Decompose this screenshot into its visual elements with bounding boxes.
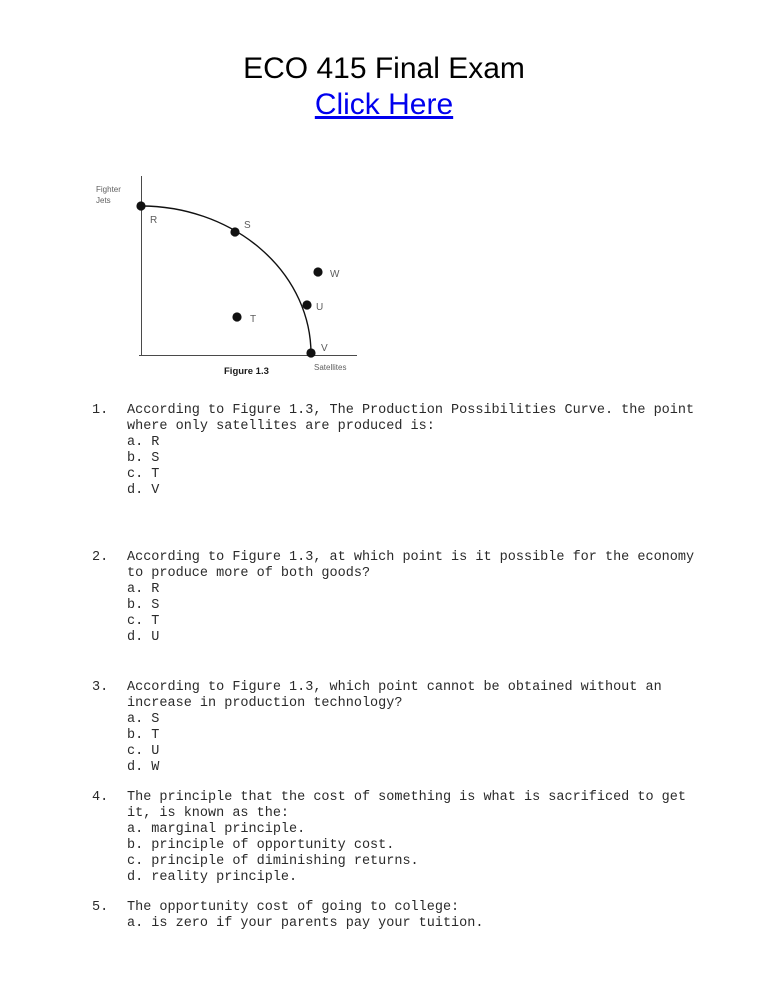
- answer-option: d. W: [127, 760, 160, 775]
- point-dot-T: [232, 312, 241, 321]
- answer-option: d. V: [127, 483, 160, 498]
- answer-option: d. reality principle.: [127, 870, 298, 885]
- answer-option: c. U: [127, 744, 160, 759]
- x-axis-label: Satellites: [314, 363, 347, 372]
- question-1: [92, 403, 694, 499]
- question-number: 4.: [92, 790, 109, 805]
- point-dot-S: [230, 227, 239, 236]
- click-here-link[interactable]: Click Here: [314, 88, 454, 121]
- point-label-V: V: [321, 343, 328, 354]
- question-3: [92, 680, 662, 776]
- question-text-line: to produce more of both goods?: [127, 566, 371, 581]
- answer-option: a. S: [127, 712, 160, 727]
- point-label-S: S: [244, 220, 251, 231]
- point-label-T: T: [250, 314, 257, 325]
- question-4: [92, 790, 686, 886]
- question-text-line: According to Figure 1.3, which point cannot be obtained without an: [127, 680, 662, 695]
- point-label-U: U: [316, 302, 324, 313]
- page-header: [0, 50, 768, 123]
- page-title: ECO 415 Final Exam: [243, 52, 525, 85]
- answer-option: a. is zero if your parents pay your tuition.: [127, 916, 484, 931]
- ppc-figure: [85, 172, 370, 384]
- question-text-line: it, is known as the:: [127, 806, 290, 821]
- y-axis-label-line2: Jets: [96, 196, 111, 205]
- answer-option: b. T: [127, 728, 160, 743]
- answer-option: a. R: [127, 435, 160, 450]
- answer-option: d. U: [127, 630, 160, 645]
- question-5: [92, 900, 483, 932]
- question-text-line: where only satellites are produced is:: [127, 419, 435, 434]
- question-text-line: The opportunity cost of going to college:: [127, 900, 460, 915]
- y-axis-label-line1: Fighter: [96, 185, 121, 194]
- point-dot-W: [313, 267, 322, 276]
- figure-caption: Figure 1.3: [224, 366, 269, 377]
- question-2: [92, 550, 694, 646]
- point-dot-V: [306, 348, 315, 357]
- point-label-W: W: [330, 269, 340, 280]
- question-text-line: According to Figure 1.3, The Production Possibilities Curve. the point: [127, 403, 695, 418]
- point-label-R: R: [150, 215, 158, 226]
- point-dot-U: [302, 300, 311, 309]
- point-dot-R: [136, 201, 145, 210]
- answer-option: c. T: [127, 614, 160, 629]
- question-text-line: According to Figure 1.3, at which point is it possible for the economy: [127, 550, 695, 565]
- answer-option: a. marginal principle.: [127, 822, 306, 837]
- question-number: 3.: [92, 680, 109, 695]
- question-text-line: increase in production technology?: [127, 696, 403, 711]
- answer-option: c. T: [127, 467, 160, 482]
- question-number: 2.: [92, 550, 109, 565]
- answer-option: b. S: [127, 451, 160, 466]
- question-number: 1.: [92, 403, 109, 418]
- answer-option: a. R: [127, 582, 160, 597]
- question-text-line: The principle that the cost of something is what is sacrificed to get: [127, 790, 686, 805]
- answer-option: b. principle of opportunity cost.: [127, 838, 395, 853]
- ppc-curve: [141, 206, 311, 354]
- answer-option: c. principle of diminishing returns.: [127, 854, 419, 869]
- answer-option: b. S: [127, 598, 160, 613]
- question-number: 5.: [92, 900, 109, 915]
